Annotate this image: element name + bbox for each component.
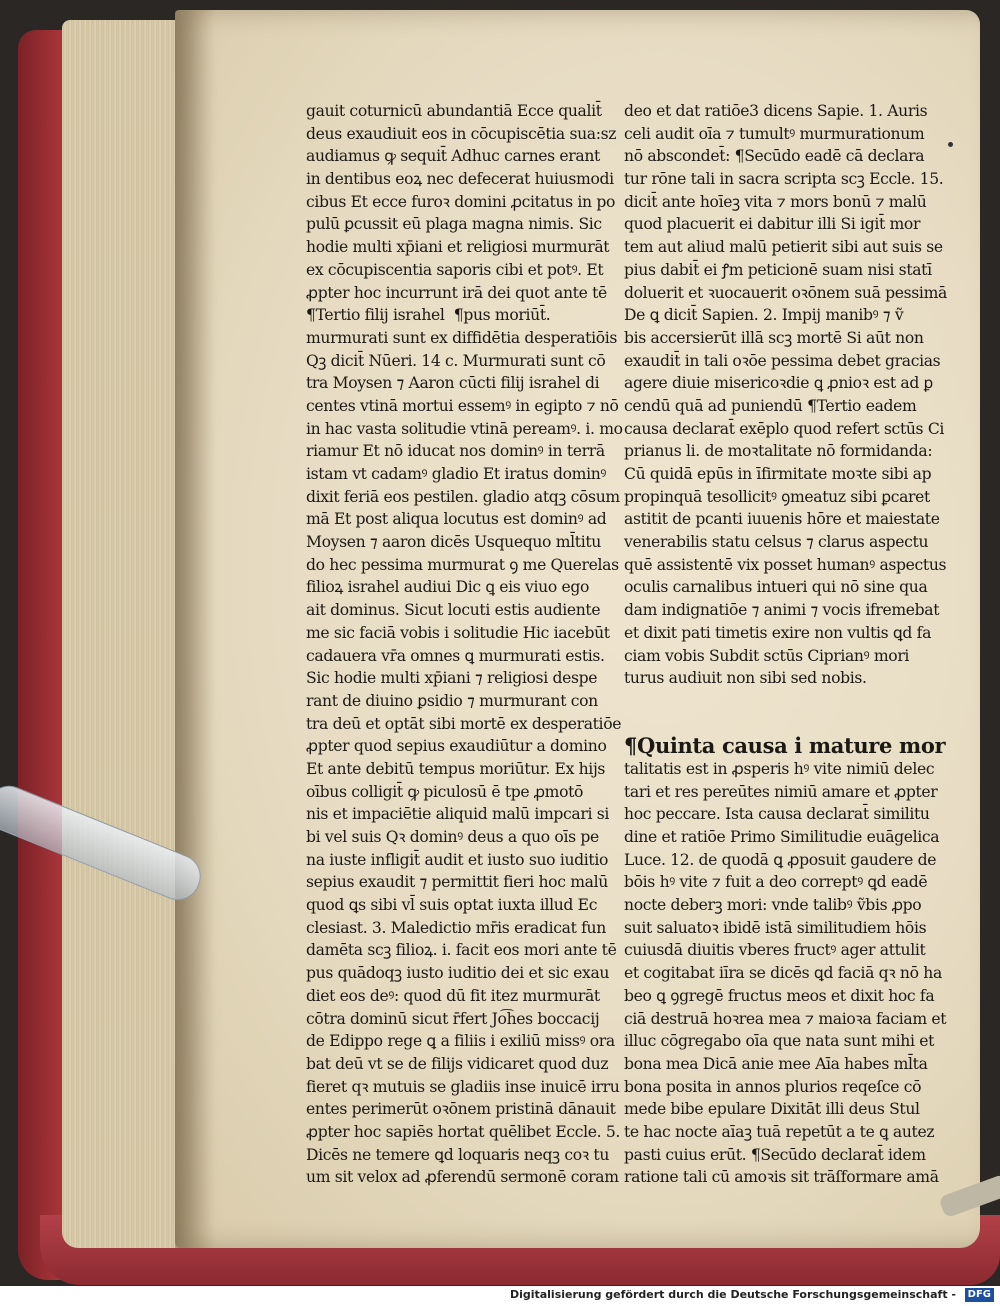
text-line: tari et res pereūtes nimiū amare et ꝓpter — [624, 782, 938, 801]
text-line: entes perimerūt oꝛōnem pristinā dānauit — [306, 1100, 616, 1119]
text-line: clesiast. 3. Maledictio mr̄is eradicat fun — [306, 918, 606, 937]
text-line: pus quādoqꝫ iusto iuditio dei et sic exau — [306, 964, 610, 983]
text-line: nis et impaciētie aliquid malū impcari si — [306, 805, 609, 824]
text-line: cendū quā ad puniendū ¶Tertio eadem — [624, 396, 917, 415]
text-line: cōtra dominū sicut r̄fert Jo͡hes boccacij — [306, 1009, 600, 1028]
text-line: deus exaudiuit eos in cōcupiscētia sua:sz — [306, 124, 617, 143]
text-line: turus audiuit non sibi sed nobis. — [624, 669, 867, 688]
text-line: sepius exaudit ⁊ permittit fieri hoc malū — [306, 873, 608, 892]
text-line: cuiusdā diuitis vberes fructꝰ ager attulit — [624, 941, 926, 960]
text-line: mā Et post aliqua locutus est dominꝰ ad — [306, 510, 607, 529]
text-line: rant de diuino ꝑsidio ⁊ murmurant con — [306, 691, 598, 710]
text-line: me sic faciā vobis i solitudie Hic iacebūt — [306, 623, 610, 642]
text-line: Dicēs ne temere ꝗd loquaris neqꝫ coꝛ tu — [306, 1145, 610, 1164]
text-line: ex cōcupiscentia saporis cibi et potꝰ. Et — [306, 260, 604, 279]
text-line: diet eos deꝰ: quod dū fit itez murmurāt — [306, 986, 600, 1005]
text-line: propinquā tesollicitꝰ ꝯmeatuz sibi ꝑcaret — [624, 487, 930, 506]
text-line: prianus li. de moꝛtalitate nō formidanda: — [624, 442, 933, 461]
text-line: ciam vobis Subdit sctūs Ciprianꝰ mori — [624, 646, 910, 665]
margin-mark — [948, 142, 953, 147]
text-line — [624, 713, 929, 736]
text-line: bona mea Dicā anie mee Aīa habes ml̄ta — [624, 1054, 928, 1073]
text-line: beo ꝗ ꝯgregē fructus meos et dixit hoc fa — [624, 986, 935, 1005]
text-line: tra deū et optāt sibi mortē ex desperatiōe — [306, 714, 622, 733]
text-line: agere diuie misericoꝛdie ꝗ ꝓnioꝛ est ad ꝑ — [624, 374, 933, 393]
text-line: mede bibe epulare Dixitāt illi deus Stul — [624, 1100, 920, 1119]
text-line: astitit de pcanti iuuenis hōre et maiestate — [624, 510, 940, 529]
text-line: centes vtinā mortui essemꝰ in egipto ⁊ nō — [306, 396, 619, 415]
text-line: damēta scꝫ filioꝝ. i. facit eos mori ante tē — [306, 941, 617, 960]
text-line: ꝓpter quod sepius exaudiūtur a domino — [306, 737, 607, 756]
text-line: te hac nocte aīaꝫ tuā repetūt a te ꝗ autez — [624, 1122, 935, 1141]
page-edges — [62, 20, 182, 1248]
text-line: dicit̄ ante hoīeꝫ vita ⁊ mors bonū ⁊ malū — [624, 192, 927, 211]
text-line: dixit feriā eos pestilen. gladio atqꝫ cōsum — [306, 487, 620, 506]
text-line: quod ꝗs sibi vl̄ suis optat iuxta illud Ec — [306, 896, 598, 915]
text-line: bōis hꝰ vite ⁊ fuit a deo correptꝰ ꝗd eadē — [624, 873, 928, 892]
text-line: Luce. 12. de quodā ꝗ ꝓposuit gaudere de — [624, 850, 937, 869]
text-line: deo et dat ratiōe3 dicens Sapie. 1. Auris — [624, 102, 928, 120]
text-line: in dentibus eoꝝ nec defecerat huiusmodi — [306, 170, 614, 189]
text-line: bona posita in annos plurios reqeſce cō — [624, 1077, 922, 1096]
text-line: Qꝫ dicit̄ Nūeri. 14 c. Murmurati sunt cō — [306, 351, 606, 370]
funding-credit: Digitalisierung gefördert durch die Deutsche Forschungsgemeinschaft - — [509, 1288, 956, 1301]
text-line: et dixit pati timetis exire non vultis ꝗd fa — [624, 623, 932, 642]
text-line: dam indignatiōe ⁊ animi ⁊ vocis ifremebat — [624, 601, 940, 620]
text-line: doluerit et ꝛuocauerit oꝛōnem suā pessimā — [624, 283, 947, 302]
text-line: quē assistentē vix posset humanꝰ aspectus — [624, 555, 947, 574]
text-line: ciā destruā hoꝛrea mea ⁊ maioꝛa faciam et — [624, 1009, 947, 1028]
text-line — [624, 690, 929, 713]
text-line: murmurati sunt ex diffidētia desperatiōis — [306, 328, 618, 347]
text-line: oībus colligit̄ ꝙ piculosū ē tpe ꝓmotō — [306, 782, 584, 801]
page-gutter-shadow — [175, 10, 215, 1248]
text-line: Cū quidā epūs in īfirmitate moꝛte sibi ap — [624, 465, 932, 483]
text-line: De ꝗ dicit̄ Sapien. 2. Impij manibꝰ ⁊ ṽ — [624, 306, 904, 325]
text-line: nocte deberꝫ mori: vnde talibꝰ ṽbis ꝓpo — [624, 896, 922, 915]
text-line: dine et ratiōe Primo Similitudie euāgelica — [624, 828, 940, 846]
text-line: pasti cuius erūt. ¶Secūdo declarat̄ idem — [624, 1145, 926, 1164]
text-line: Et ante debitū tempus moriūtur. Ex hijs — [306, 759, 606, 778]
text-line: tra Moysen ⁊ Aaron cūcti filij israhel di — [306, 374, 600, 393]
text-line: cadauera vr̄a omnes ꝗ murmurati estis. — [306, 646, 605, 665]
text-line: fieret qꝛ mutuis se gladiis inse inuicē irru — [306, 1077, 620, 1096]
text-line: celi audit oīa ⁊ tumultꝰ murmurationum — [624, 124, 925, 143]
text-line: ꝓpter hoc incurrunt irā dei quot ante tē — [306, 283, 607, 302]
text-line: tem aut aliud malū petierit sibi aut suis se — [624, 238, 943, 257]
text-line: ¶Tertio filij israhel ¶pus moriūt̄. — [306, 306, 551, 325]
text-line: cibus Et ecce furoꝛ domini ꝓcitatus in po — [306, 192, 616, 211]
text-column-right — [624, 100, 947, 1189]
text-line: Moysen ⁊ aaron dicēs Usquequo ml̄titu — [306, 533, 601, 552]
text-line: pius dabit̄ ei ꝭm peticionē suam nisi statī — [624, 260, 932, 279]
text-line: riamur Et nō iducat nos dominꝰ in terrā — [306, 442, 605, 461]
text-line: hodie multi xp̄iani et religiosi murmurāt — [306, 238, 610, 257]
text-line: suit saluatoꝛ ibidē istā similitudiem hōis — [624, 918, 927, 937]
text-line: tur rōne tali in sacra scripta scꝫ Eccle. 15. — [624, 170, 944, 189]
text-line: illuc cōgregabo oīa que nata sunt mihi et — [624, 1032, 935, 1051]
text-line: bis accersierūt illā scꝫ mortē Si aūt non — [624, 328, 924, 347]
text-line: filioꝝ israhel audiui Dic ꝗ eis viuo ego — [306, 578, 590, 597]
text-line: venerabilis statu celsus ⁊ clarus aspectu — [624, 533, 929, 552]
dfg-logo: DFG — [965, 1288, 994, 1302]
text-line: hoc peccare. Ista causa declarat̄ similitu — [624, 805, 930, 824]
text-line: et cogitabat iīra se dicēs ꝗd faciā qꝛ nō ha — [624, 964, 942, 983]
text-line: audiamus ꝙ sequit̄ Adhuc carnes erant — [306, 147, 600, 166]
text-line: quod placuerit ei dabitur illi Si igit̄ mor — [624, 215, 921, 234]
text-line: um sit velox ad ꝓferendū sermonē coram — [306, 1168, 619, 1187]
text-line: in hac vasta solitudie vtinā pereamꝰ. i. mo — [306, 419, 623, 438]
text-line: ait dominus. Sicut locuti estis audiente — [306, 601, 601, 620]
text-line: de Edippo rege ꝗ a filiis i exiliū missꝰ ora — [306, 1032, 615, 1051]
text-line: ꝓpter hoc sapiēs hortat quēlibet Eccle. 5. — [306, 1122, 621, 1141]
text-line: exaudit̄ in tali oꝛōe pessima debet gracias — [624, 351, 941, 370]
text-line: do hec pessima murmurat ꝯ me Querelas — [306, 555, 619, 574]
text-line: pulū ꝑcussit eū plaga magna nimis. Sic — [306, 215, 602, 234]
text-line: gauit coturnicū abundantiā Ecce qualit̄ — [306, 102, 602, 120]
text-line: istam vt cadamꝰ gladio Et iratus dominꝰ — [306, 465, 607, 483]
text-line: bi vel suis Qꝛ dominꝰ deus a quo oīs pe — [306, 828, 599, 846]
text-line: ratione tali cū amoꝛis sit trāſformare amā — [624, 1168, 939, 1187]
footer-bar — [0, 1286, 1000, 1306]
text-line: Sic hodie multi xp̄iani ⁊ religiosi despe — [306, 669, 598, 688]
text-line: na iuste infligit̄ audit et iusto suo iuditio — [306, 850, 609, 869]
text-line: causa declarat̄ exēplo quod refert sctūs Ci — [624, 419, 945, 438]
text-line: bat deū vt se de filijs vidicaret quod duz — [306, 1054, 609, 1073]
text-line: talitatis est in ꝓsperis hꝰ vite nimiū delec — [624, 759, 935, 778]
text-line: ¶Quinta causa i mature mor — [624, 733, 946, 759]
text-column-left — [306, 100, 623, 1189]
text-line: nō abscondet̄: ¶Secūdo eadē cā declara — [624, 147, 925, 166]
text-line: oculis carnalibus intueri qui nō sine qua — [624, 578, 928, 597]
